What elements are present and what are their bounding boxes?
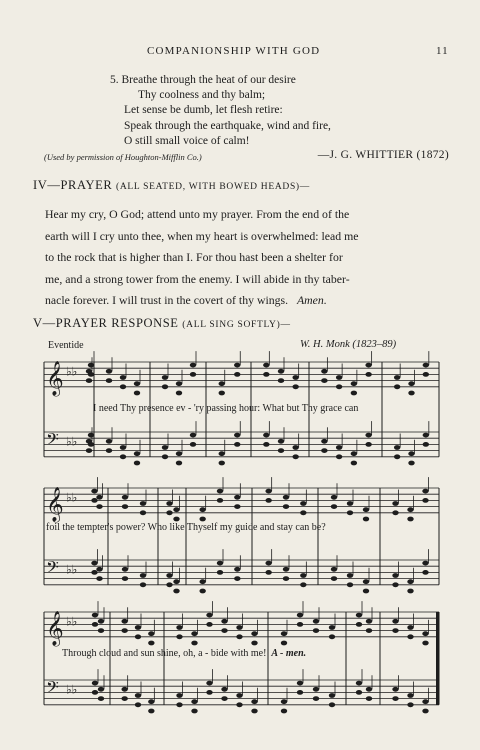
note-head (422, 641, 428, 646)
note-head (91, 570, 97, 575)
note-head (363, 507, 369, 512)
note-head (321, 439, 327, 444)
note-head (283, 495, 289, 500)
note-head (148, 709, 154, 714)
note-head (321, 448, 327, 453)
note-head (423, 363, 429, 368)
note-head (356, 690, 362, 695)
note-head (166, 573, 172, 578)
note-head (135, 625, 141, 630)
note-head (281, 631, 287, 636)
note-head (356, 622, 362, 627)
note-head (300, 501, 306, 506)
note-head (221, 696, 227, 701)
note-head (98, 619, 104, 624)
note-head (91, 489, 97, 494)
note-head (347, 501, 353, 506)
note-head (92, 690, 98, 695)
note-head (297, 681, 303, 686)
note-head (251, 631, 257, 636)
note-head (199, 589, 205, 594)
prayer-line: to the rock that is higher than I. For thou hast been a shelter for (45, 250, 343, 265)
note-head (329, 693, 335, 698)
note-head (283, 567, 289, 572)
note-head (422, 631, 428, 636)
note-head (234, 433, 240, 438)
note-head (86, 439, 92, 444)
note-head (140, 510, 146, 515)
note-head (392, 501, 398, 506)
note-head (236, 693, 242, 698)
note-head (140, 582, 146, 587)
note-head (86, 378, 92, 383)
note-head (365, 372, 371, 377)
note-head (221, 628, 227, 633)
prayer-line: me, and a strong tower from the enemy. I will abide in thy taber- (45, 271, 350, 286)
note-head (283, 576, 289, 581)
note-head (206, 622, 212, 627)
stanza-line: Speak through the earthquake, wind and fire, (124, 119, 331, 132)
note-head (313, 696, 319, 701)
note-head (135, 693, 141, 698)
note-head (166, 582, 172, 587)
note-head (297, 690, 303, 695)
note-head (176, 634, 182, 639)
note-head (392, 582, 398, 587)
note-head (122, 576, 128, 581)
note-head (173, 507, 179, 512)
sung-amen: A - men. (271, 648, 307, 659)
note-head (407, 625, 413, 630)
note-head (407, 589, 413, 594)
note-head (120, 375, 126, 380)
note-head (347, 582, 353, 587)
note-head (162, 454, 168, 459)
key-signature-icon: ♭♭ (66, 490, 78, 505)
key-signature-icon: ♭♭ (66, 682, 78, 697)
note-head (96, 495, 102, 500)
section-title: IV—PRAYER (33, 178, 113, 192)
tune-name: Eventide (48, 340, 84, 351)
note-head (251, 709, 257, 714)
note-head (408, 451, 414, 456)
note-head (281, 641, 287, 646)
note-head (121, 696, 127, 701)
note-head (331, 495, 337, 500)
note-head (190, 372, 196, 377)
note-head (221, 687, 227, 692)
note-head (106, 448, 112, 453)
note-head (422, 699, 428, 704)
treble-clef-icon: 𝄞 (46, 487, 64, 523)
note-head (422, 709, 428, 714)
note-head (173, 589, 179, 594)
note-head (219, 461, 225, 466)
note-head (407, 579, 413, 584)
note-head (234, 504, 240, 509)
note-head (407, 702, 413, 707)
note-head (336, 454, 342, 459)
lyric-line: Through cloud and sun shine, oh, a - bide with me! (62, 648, 267, 659)
note-head (162, 445, 168, 450)
lyric-line: foil the tempter's power? Who like Thyself my guide and stay can be? (46, 522, 326, 533)
note-head (365, 363, 371, 368)
note-head (135, 634, 141, 639)
note-head (300, 573, 306, 578)
note-head (422, 489, 428, 494)
note-head (140, 573, 146, 578)
note-head (292, 454, 298, 459)
note-head (86, 448, 92, 453)
stanza-line: Thy coolness and thy balm; (138, 89, 266, 102)
note-head (219, 391, 225, 396)
note-head (217, 561, 223, 566)
note-head (263, 433, 269, 438)
note-head (363, 589, 369, 594)
note-head (408, 461, 414, 466)
note-head (217, 570, 223, 575)
note-head (234, 442, 240, 447)
note-head (236, 634, 242, 639)
lyric-line: I need Thy presence ev - 'ry passing hour: What but Thy grace can (93, 403, 359, 414)
note-head (148, 631, 154, 636)
key-signature-icon: ♭♭ (66, 614, 78, 629)
note-head (423, 372, 429, 377)
note-head (422, 498, 428, 503)
note-head (251, 641, 257, 646)
note-head (265, 561, 271, 566)
note-head (121, 619, 127, 624)
bass-clef-icon: 𝄢 (46, 429, 59, 454)
note-head (297, 622, 303, 627)
note-head (148, 699, 154, 704)
treble-clef-icon: 𝄞 (46, 361, 64, 397)
note-head (234, 576, 240, 581)
note-head (365, 442, 371, 447)
note-head (140, 501, 146, 506)
note-head (191, 709, 197, 714)
note-head (292, 384, 298, 389)
note-head (263, 363, 269, 368)
note-head (206, 681, 212, 686)
note-head (278, 378, 284, 383)
note-head (176, 693, 182, 698)
note-head (190, 442, 196, 447)
running-title: COMPANIONSHIP WITH GOD (147, 45, 321, 57)
note-head (366, 696, 372, 701)
note-head (176, 625, 182, 630)
note-head (329, 702, 335, 707)
note-head (292, 375, 298, 380)
note-head (96, 576, 102, 581)
note-head (292, 445, 298, 450)
note-head (176, 381, 182, 386)
note-head (106, 378, 112, 383)
note-head (199, 517, 205, 522)
note-head (106, 369, 112, 374)
note-head (190, 363, 196, 368)
hymn-author: —J. G. WHITTIER (1872) (317, 149, 449, 161)
section-title: V—PRAYER RESPONSE (33, 316, 179, 330)
lyric-line-last (62, 648, 306, 659)
note-head (135, 702, 141, 707)
prayer-line: earth will I cry unto thee, when my heart is overwhelmed: lead me (45, 228, 359, 243)
note-head (392, 628, 398, 633)
stanza-line: 5. Breathe through the heat of our desire (110, 74, 296, 86)
note-head (191, 699, 197, 704)
note-head (88, 363, 94, 368)
note-head (121, 687, 127, 692)
note-head (122, 567, 128, 572)
key-signature-icon: ♭♭ (66, 434, 78, 449)
composer-credit: W. H. Monk (1823–89) (300, 339, 397, 350)
note-head (300, 510, 306, 515)
note-head (162, 384, 168, 389)
note-head (336, 375, 342, 380)
note-head (407, 693, 413, 698)
note-head (162, 375, 168, 380)
note-head (96, 504, 102, 509)
note-head (347, 573, 353, 578)
note-head (336, 384, 342, 389)
note-head (217, 498, 223, 503)
note-head (86, 369, 92, 374)
note-head (190, 433, 196, 438)
note-head (263, 372, 269, 377)
note-head (278, 369, 284, 374)
note-head (148, 641, 154, 646)
note-head (98, 687, 104, 692)
note-head (392, 687, 398, 692)
permission-note: (Used by permission of Houghton-Mifflin Co.) (44, 152, 202, 162)
prayer-line: nacle forever. I will trust in the covert of thy wings. (45, 293, 289, 308)
note-head (91, 561, 97, 566)
note-head (356, 613, 362, 618)
stanza-line: O still small voice of calm! (124, 134, 250, 147)
note-head (407, 634, 413, 639)
key-signature-icon: ♭♭ (66, 562, 78, 577)
note-head (313, 628, 319, 633)
bass-clef-icon: 𝄢 (46, 677, 59, 702)
note-head (176, 391, 182, 396)
prayer-line: Hear my cry, O God; attend unto my prayer. From the end of the (45, 207, 350, 221)
key-signature-icon: ♭♭ (66, 364, 78, 379)
note-head (394, 375, 400, 380)
note-head (236, 625, 242, 630)
note-head (422, 561, 428, 566)
note-head (365, 433, 371, 438)
section-direction: (ALL SEATED, WITH BOWED HEADS)— (116, 182, 310, 192)
note-head (236, 702, 242, 707)
note-head (423, 442, 429, 447)
note-head (234, 567, 240, 572)
note-head (166, 501, 172, 506)
note-head (199, 507, 205, 512)
note-head (394, 454, 400, 459)
treble-clef-icon: 𝄞 (46, 611, 64, 647)
note-head (263, 442, 269, 447)
note-head (392, 696, 398, 701)
note-head (217, 489, 223, 494)
note-head (176, 461, 182, 466)
final-bar-line (436, 612, 439, 705)
note-head (120, 454, 126, 459)
note-head (265, 489, 271, 494)
note-head (199, 579, 205, 584)
note-head (363, 579, 369, 584)
note-head (134, 461, 140, 466)
note-head (297, 613, 303, 618)
note-head (176, 451, 182, 456)
note-head (283, 504, 289, 509)
note-head (134, 381, 140, 386)
note-head (331, 576, 337, 581)
note-head (206, 613, 212, 618)
note-head (278, 439, 284, 444)
note-head (122, 495, 128, 500)
note-head (300, 582, 306, 587)
note-head (92, 681, 98, 686)
note-head (88, 433, 94, 438)
note-head (191, 641, 197, 646)
note-head (423, 433, 429, 438)
note-head (281, 699, 287, 704)
note-head (92, 613, 98, 618)
note-head (329, 625, 335, 630)
note-head (234, 495, 240, 500)
note-head (106, 439, 112, 444)
note-head (336, 445, 342, 450)
note-head (366, 628, 372, 633)
note-head (251, 699, 257, 704)
note-head (331, 504, 337, 509)
note-head (281, 709, 287, 714)
note-head (407, 517, 413, 522)
note-head (363, 517, 369, 522)
note-head (278, 448, 284, 453)
note-head (206, 690, 212, 695)
note-head (265, 570, 271, 575)
bass-clef-icon: 𝄢 (46, 557, 59, 582)
note-head (407, 507, 413, 512)
note-head (134, 391, 140, 396)
note-head (173, 517, 179, 522)
note-head (234, 372, 240, 377)
note-head (392, 510, 398, 515)
note-head (394, 384, 400, 389)
note-head (351, 461, 357, 466)
note-head (394, 445, 400, 450)
note-head (221, 619, 227, 624)
note-head (96, 567, 102, 572)
note-head (173, 579, 179, 584)
note-head (408, 381, 414, 386)
note-head (91, 498, 97, 503)
note-head (347, 510, 353, 515)
note-head (366, 687, 372, 692)
note-head (329, 634, 335, 639)
prayer-amen: Amen. (296, 293, 327, 308)
note-head (121, 628, 127, 633)
note-head (98, 628, 104, 633)
note-head (392, 573, 398, 578)
note-head (331, 567, 337, 572)
note-head (92, 622, 98, 627)
note-head (134, 451, 140, 456)
note-head (120, 384, 126, 389)
note-head (366, 619, 372, 624)
note-head (191, 631, 197, 636)
note-head (351, 381, 357, 386)
note-head (408, 391, 414, 396)
note-head (313, 619, 319, 624)
note-head (321, 378, 327, 383)
note-head (219, 451, 225, 456)
section-direction: (ALL SING SOFTLY)— (182, 320, 291, 330)
note-head (392, 619, 398, 624)
note-head (265, 498, 271, 503)
note-head (422, 570, 428, 575)
page-number: 11 (436, 45, 449, 57)
note-head (351, 391, 357, 396)
note-head (234, 363, 240, 368)
note-head (176, 702, 182, 707)
note-head (122, 504, 128, 509)
note-head (351, 451, 357, 456)
note-head (120, 445, 126, 450)
stanza-line: Let sense be dumb, let flesh retire: (124, 104, 283, 117)
note-head (98, 696, 104, 701)
note-head (219, 381, 225, 386)
note-head (356, 681, 362, 686)
note-head (313, 687, 319, 692)
note-head (166, 510, 172, 515)
note-head (321, 369, 327, 374)
